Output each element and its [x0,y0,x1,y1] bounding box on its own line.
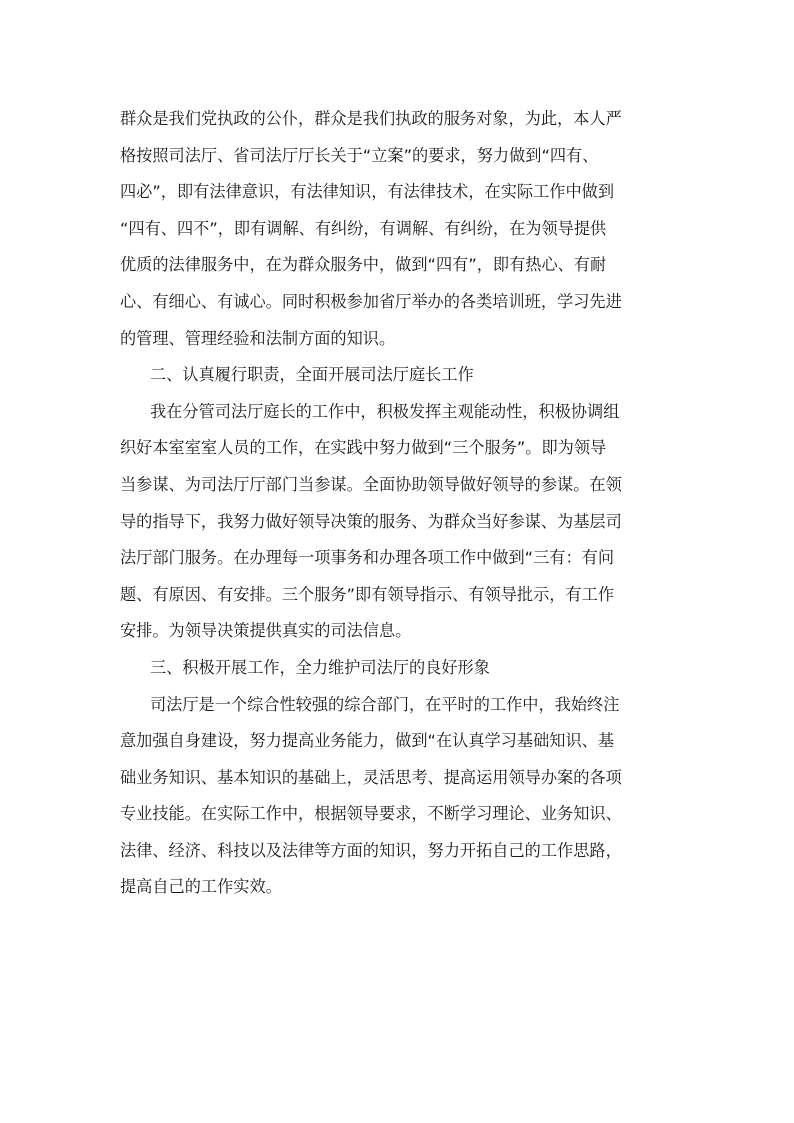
paragraph-line: 法厅部门服务。在办理每一项事务和办理各项工作中做到“三有：有问 [120,548,615,568]
paragraph-line: 群众是我们党执政的公仆，群众是我们执政的服务对象，为此，本人严 [120,109,622,128]
document-body [120,101,675,906]
paragraph-line: 安排。为领导决策提供真实的司法信息。 [120,621,412,641]
paragraph-line: 四必”，即有法律意识，有法律知识，有法律技术，在实际工作中做到 [120,182,615,202]
paragraph-line: 优质的法律服务中，在为群众服务中，做到“四有”，即有热心、有耐 [120,255,607,275]
section-heading: 三、积极开展工作，全力维护司法厅的良好形象 [150,657,490,677]
paragraph-line: 础业务知识、基本知识的基础上，灵活思考、提高运用领导办案的各项 [120,767,622,787]
paragraph-line: 的管理、管理经验和法制方面的知识。 [120,328,396,348]
paragraph-line: 专业技能。在实际工作中，根据领导要求，不断学习理论、业务知识、 [120,804,622,824]
paragraph-line: 提高自己的工作实效。 [120,877,282,897]
paragraph-line: 导的指导下，我努力做好领导决策的服务、为群众当好参谋、为基层司 [120,511,622,531]
paragraph-line: 题、有原因、有安排。三个服务”即有领导指示、有领导批示，有工作 [120,584,615,604]
paragraph-line: 织好本室室室人员的工作，在实践中努力做到“三个服务”。即为领导 [120,438,607,458]
paragraph-line: 格按照司法厅、省司法厅厅长关于“立案”的要求，努力做到“四有、 [120,145,599,165]
paragraph-line: 当参谋、为司法厅厅部门当参谋。全面协助领导做好领导的参谋。在领 [120,474,622,494]
paragraph-line: “四有、四不”，即有调解、有纠纷，有调解、有纠纷，在为领导提供 [120,218,607,238]
paragraph-line: 法律、经济、科技以及法律等方面的知识，努力开拓自己的工作思路， [120,840,622,860]
paragraph-line: 心、有细心、有诚心。同时积极参加省厅举办的各类培训班，学习先进 [120,291,622,311]
paragraph-line: 意加强自身建设，努力提高业务能力，做到“在认真学习基础知识、基 [120,731,615,751]
paragraph-line: 司法厅是一个综合性较强的综合部门，在平时的工作中，我始终注 [150,694,620,714]
section-heading: 二、认真履行职责，全面开展司法厅庭长工作 [150,365,474,385]
paragraph-line: 我在分管司法厅庭长的工作中，积极发挥主观能动性，积极协调组 [150,401,620,421]
